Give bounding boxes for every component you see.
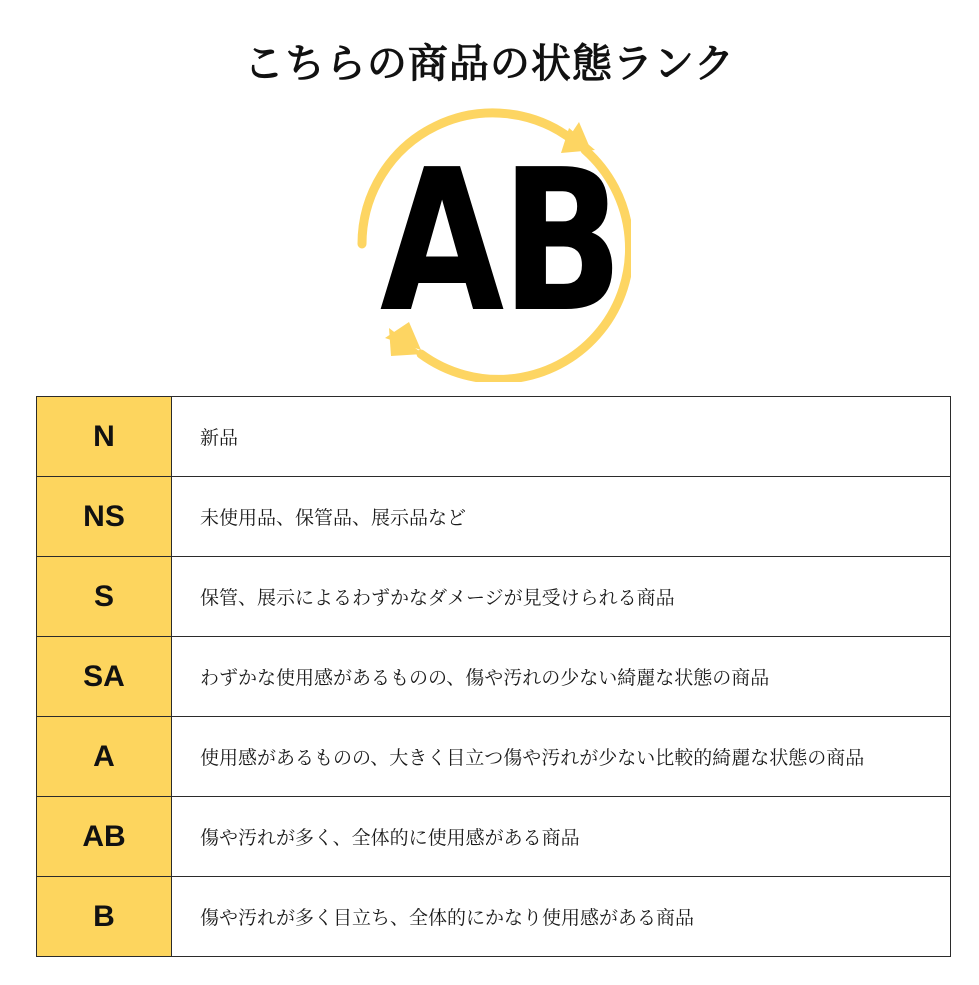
table-row: [37, 717, 951, 797]
current-rank-label: AB: [379, 128, 621, 356]
rank-cell: A: [37, 717, 172, 797]
table-row: [37, 477, 951, 557]
page-title: こちらの商品の状態ランク: [243, 41, 736, 87]
rank-cell: AB: [37, 797, 172, 877]
table-row: [37, 797, 951, 877]
rank-cell: B: [37, 877, 172, 957]
rank-description: 未使用品、保管品、展示品など: [172, 477, 951, 557]
table-row: [37, 397, 951, 477]
rank-description: 傷や汚れが多く目立ち、全体的にかなり使用感がある商品: [172, 877, 951, 957]
rank-cell: N: [37, 397, 172, 477]
table-row: [37, 557, 951, 637]
rank-cell: SA: [37, 637, 172, 717]
rank-description: 使用感があるものの、大きく目立つ傷や汚れが少ない比較的綺麗な状態の商品: [172, 717, 951, 797]
rank-description: 傷や汚れが多く、全体的に使用感がある商品: [172, 797, 951, 877]
table-row: [37, 637, 951, 717]
rank-description: 新品: [172, 397, 951, 477]
condition-rank-badge: [355, 106, 631, 382]
rank-cell: NS: [37, 477, 172, 557]
rank-cell: S: [37, 557, 172, 637]
table-row: [37, 877, 951, 957]
rank-description: 保管、展示によるわずかなダメージが見受けられる商品: [172, 557, 951, 637]
rank-table: [36, 396, 951, 957]
rank-description: わずかな使用感があるものの、傷や汚れの少ない綺麗な状態の商品: [172, 637, 951, 717]
